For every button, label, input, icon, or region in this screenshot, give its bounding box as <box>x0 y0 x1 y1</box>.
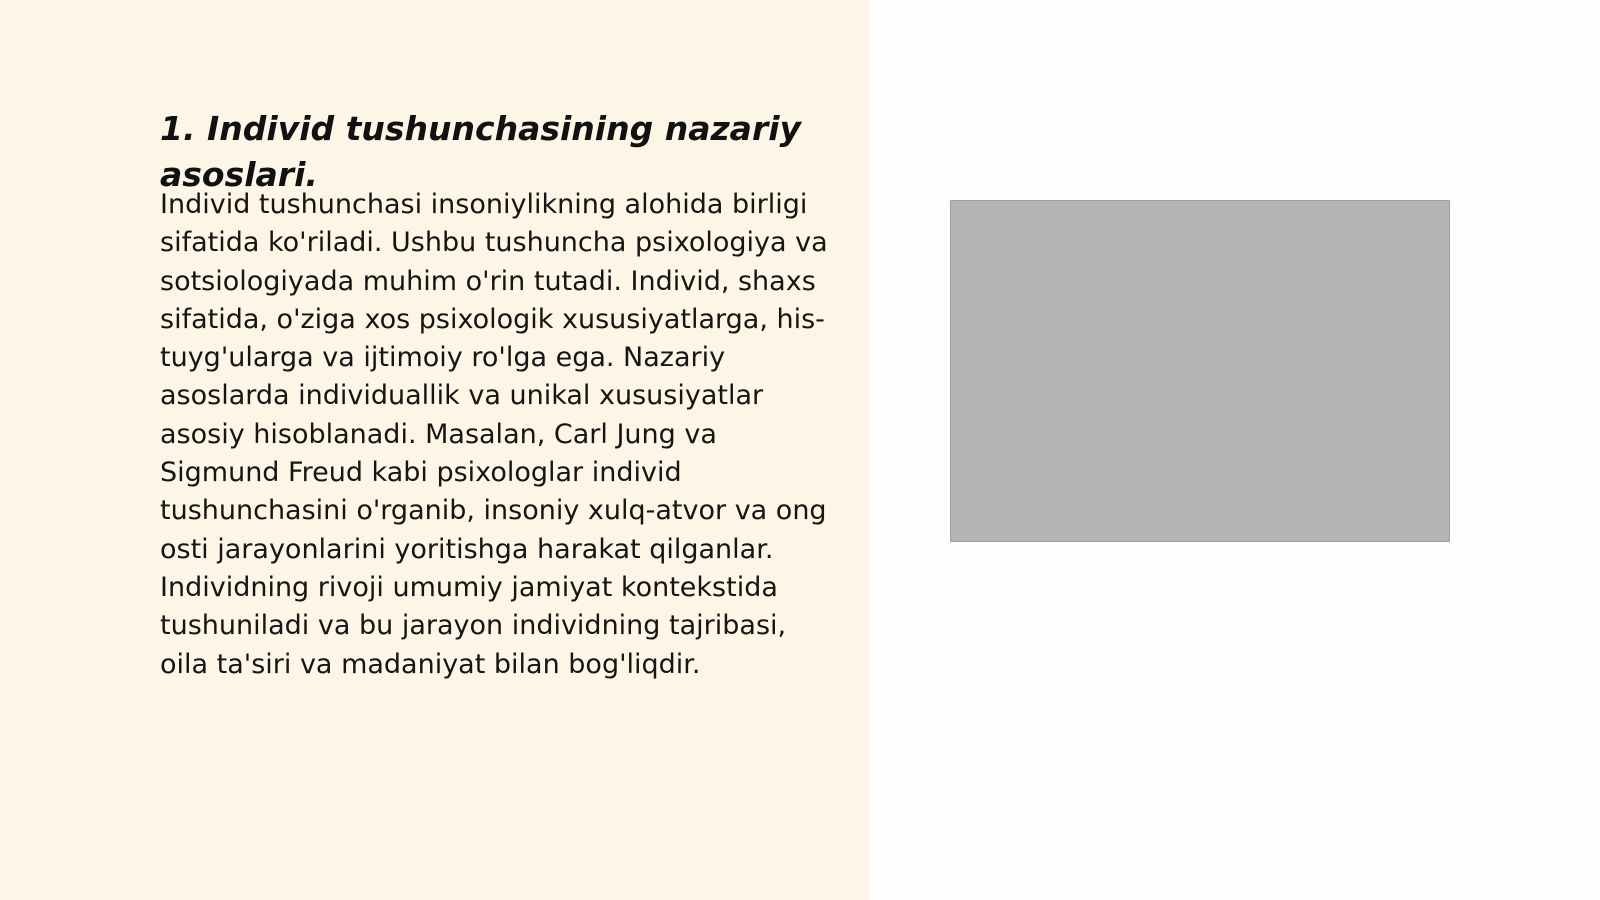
slide-body-text: Individ tushunchasi insoniylikning alohida birligi sifatida ko'riladi. Ushbu tushuncha psixologiya va sotsiologiyada muhim o'rin tutadi. Individ, shaxs sifatida, o'ziga xos psixologik xususiyatlarga, his-tuyg'ularga va ijtimoiy ro'lga ega. Nazariy asoslarda individuallik va unikal xususiyatlar asosiy hisoblanadi. Masalan, Carl Jung va Sigmund Freud kabi psixologlar individ tushunchasini o'rganib, insoniy xulq-atvor va ong osti jarayonlarini yoritishga harakat qilganlar. Individning rivoji umumiy jamiyat kontekstida tushuniladi va bu jarayon individning tajribasi, oila ta'siri va madaniyat bilan bog'liqdir. <box>160 189 828 680</box>
image-placeholder <box>950 200 1450 542</box>
slide-title: 1. Individ tushunchasining nazariy asoslari. <box>160 109 802 194</box>
